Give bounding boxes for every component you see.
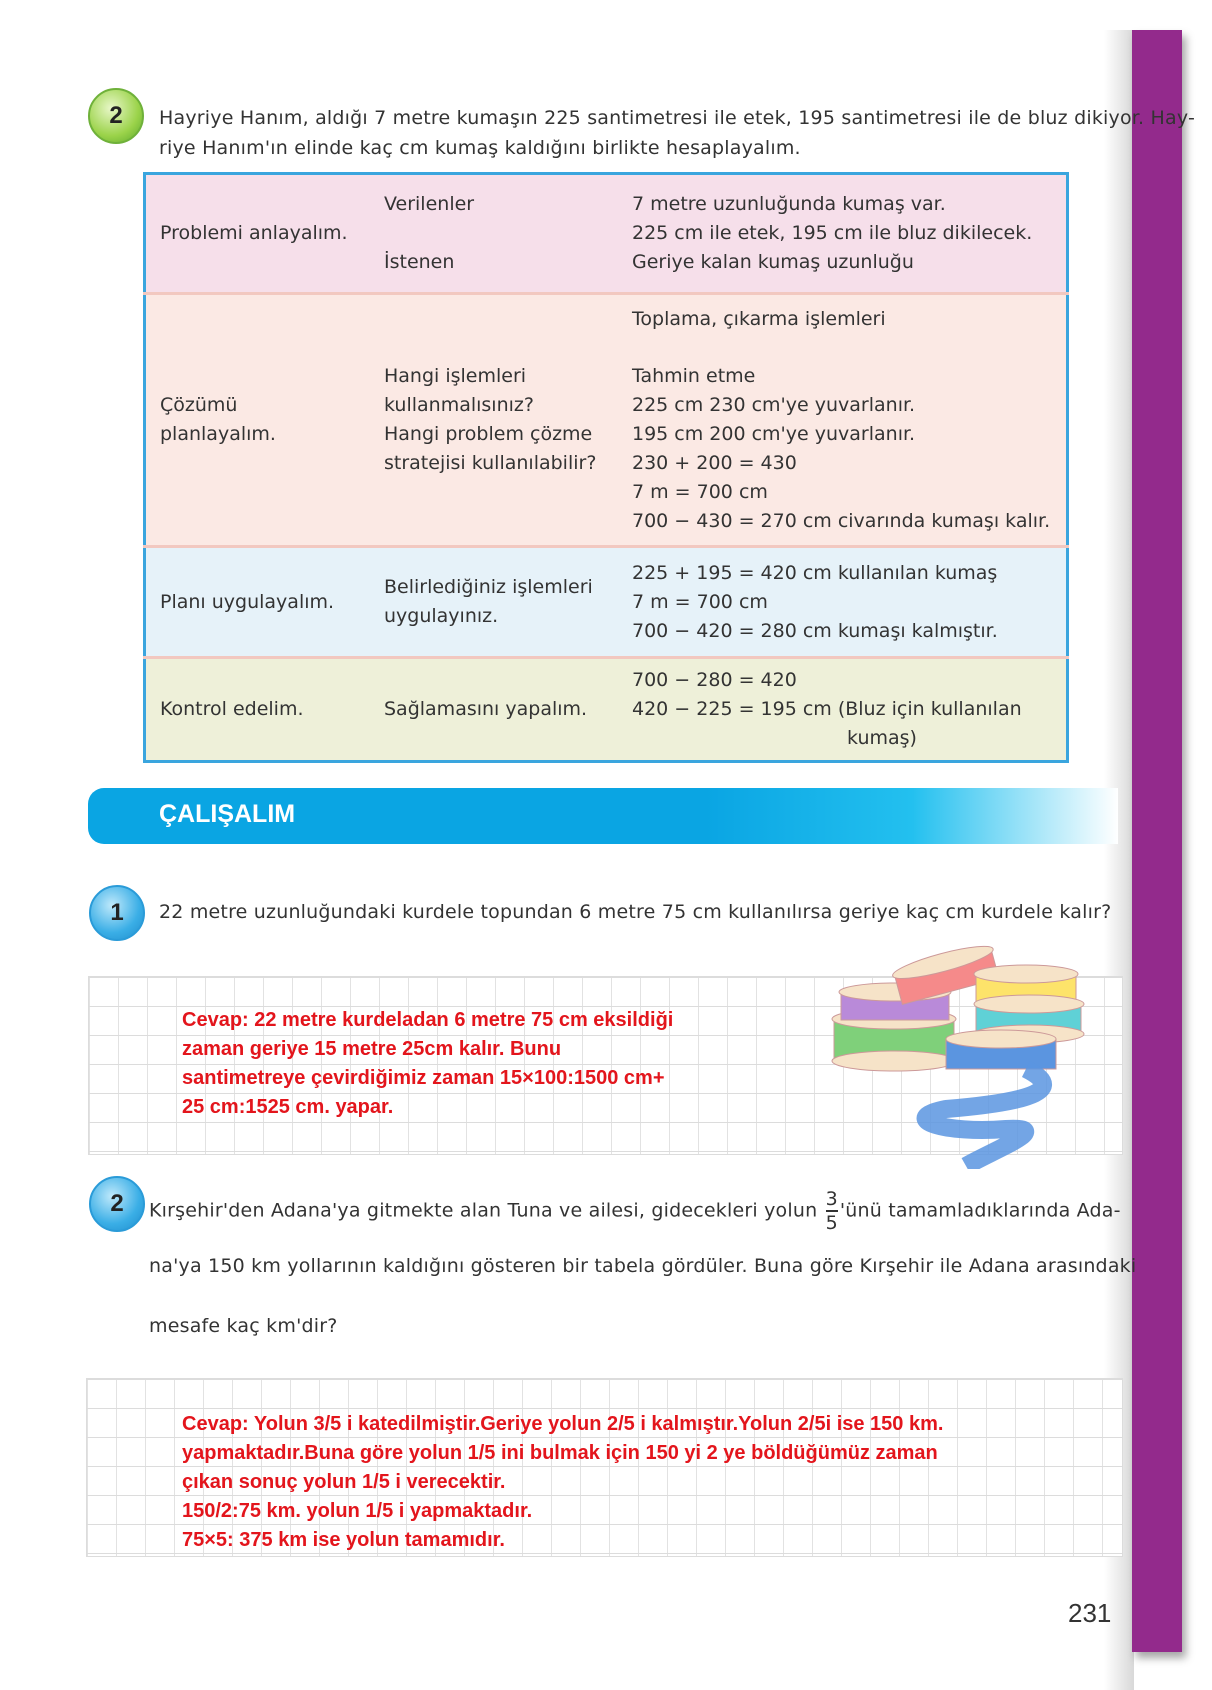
section-title: ÇALIŞALIM [159, 800, 296, 828]
problem-number-badge [88, 88, 144, 144]
step-cell [145, 658, 371, 762]
question-cell [370, 174, 618, 294]
question-text-line: na'ya 150 km yollarının kaldığını gösteren bir tabela gördüler. Buna göre Kırşehir ile Adana arasındaki [149, 1255, 1137, 1277]
problem-text-line: riye Hanım'ın elinde kaç cm kumaş kaldığını birlikte hesaplayalım. [159, 137, 801, 159]
answer-line: 195 cm 200 cm'ye yuvarlanır. [632, 422, 916, 445]
answer-line: 7 m = 700 cm [632, 480, 768, 503]
fraction-denominator: 5 [825, 1212, 838, 1234]
answer-cell [618, 294, 1068, 547]
answer-line: Toplama, çıkarma işlemleri [632, 307, 886, 330]
question-line: stratejisi kullanılabilir? [384, 452, 597, 474]
answer-line: 230 + 200 = 430 [632, 451, 797, 474]
question-number: 2 [110, 1190, 124, 1217]
problem-text [159, 103, 1195, 163]
answer-line: 700 − 420 = 280 cm kumaşı kalmıştır. [632, 619, 998, 642]
page-number: 231 [1068, 1598, 1112, 1628]
step-label: Problemi anlayalım. [160, 222, 348, 244]
question-cell [370, 547, 618, 658]
question-number-badge [89, 1176, 145, 1232]
step-label: Kontrol edelim. [160, 698, 304, 720]
problem-number: 2 [109, 102, 123, 129]
answer-line: Cevap: Yolun 3/5 i katedilmiştir.Geriye yolun 2/5 i kalmıştır.Yolun 2/5i ise 150 km. [182, 1413, 944, 1435]
step-cell [145, 294, 371, 547]
problem-text-line: Hayriye Hanım, aldığı 7 metre kumaşın 225 santimetresi ile etek, 195 santimetresi ile de bluz dikiyor. Hay- [159, 107, 1196, 129]
answer-line [632, 334, 1052, 362]
side-tab [1132, 30, 1182, 1652]
section-header-bar [88, 788, 1118, 844]
problem-solving-table [143, 172, 1069, 763]
answer-line: zaman geriye 15 metre 25cm kalır. Bunu [182, 1038, 562, 1060]
answer-line: çıkan sonuç yolun 1/5 i verecektir. [182, 1471, 506, 1493]
answer-line: 700 − 280 = 420 [632, 669, 797, 691]
answer-cell [618, 658, 1068, 762]
step-label: Çözümü planlayalım. [160, 394, 276, 445]
answer-line: 700 − 430 = 270 cm civarında kumaşı kalır. [632, 509, 1051, 532]
question-line: Hangi işlemleri [384, 365, 527, 387]
answer-line: Cevap: 22 metre kurdeladan 6 metre 75 cm eksildiği [182, 1009, 674, 1031]
answer-line: yapmaktadır.Buna göre yolun 1/5 ini bulmak için 150 yi 2 ye böldüğümüz zaman [182, 1442, 938, 1464]
table-row [145, 658, 1068, 762]
question-text [149, 1188, 1121, 1234]
answer-line: santimetreye çevirdiğimiz zaman 15×100:1500 cm+ [182, 1067, 665, 1089]
question-text-part: Kırşehir'den Adana'ya gitmekte alan Tuna ve ailesi, gidecekleri yolun [149, 1199, 818, 1222]
question-line: Verilenler [384, 193, 475, 215]
answer-text [182, 1006, 673, 1122]
answer-cell [618, 174, 1068, 294]
table-row [145, 174, 1068, 294]
question-text: 22 metre uzunluğundaki kurdele topundan 6 metre 75 cm kullanılırsa geriye kaç cm kurdele kalır? [159, 901, 1112, 923]
answer-line: 225 cm ile etek, 195 cm ile bluz dikilecek. [632, 222, 1033, 244]
answer-line: 420 − 225 = 195 cm (Bluz için kullanılan [632, 698, 1022, 720]
question-text-line: mesafe kaç km'dir? [149, 1315, 338, 1337]
answer-line: 7 m = 700 cm [632, 590, 768, 613]
table-row [145, 294, 1068, 547]
answer-line: Tahmin etme [632, 364, 756, 387]
fraction [826, 1188, 838, 1234]
question-line: İstenen [384, 251, 455, 273]
answer-line: 25 cm:1525 cm. yapar. [182, 1096, 394, 1118]
answer-line: Geriye kalan kumaş uzunluğu [632, 251, 914, 273]
question-line: Hangi problem çözme [384, 423, 593, 445]
question-line: Sağlamasını yapalım. [384, 698, 588, 720]
question-line: Belirlediğiniz işlemleri [384, 576, 593, 598]
question-number-badge [89, 885, 145, 941]
step-cell [145, 547, 371, 658]
answer-line: 7 metre uzunluğunda kumaş var. [632, 193, 946, 215]
fraction-numerator: 3 [825, 1188, 838, 1210]
table-row [145, 547, 1068, 658]
question-cell [370, 294, 618, 547]
step-label: Planı uygulayalım. [160, 590, 335, 613]
question-number: 1 [110, 899, 124, 926]
ribbon-spools-illustration [826, 944, 1106, 1169]
question-cell [370, 658, 618, 762]
question-line: uygulayınız. [384, 605, 499, 627]
answer-cell [618, 547, 1068, 658]
answer-line: 225 cm 230 cm'ye yuvarlanır. [632, 393, 916, 416]
answer-line: kumaş) [847, 727, 917, 749]
step-cell [145, 174, 371, 294]
answer-line: 150/2:75 km. yolun 1/5 i yapmaktadır. [182, 1500, 533, 1522]
answer-text [182, 1410, 943, 1555]
question-line [384, 219, 604, 248]
answer-line: 225 + 195 = 420 cm kullanılan kumaş [632, 561, 998, 584]
answer-line: 75×5: 375 km ise yolun tamamıdır. [182, 1529, 505, 1551]
question-text-part: 'ünü tamamladıklarında Ada- [839, 1199, 1121, 1222]
question-line: kullanmalısınız? [384, 394, 534, 416]
